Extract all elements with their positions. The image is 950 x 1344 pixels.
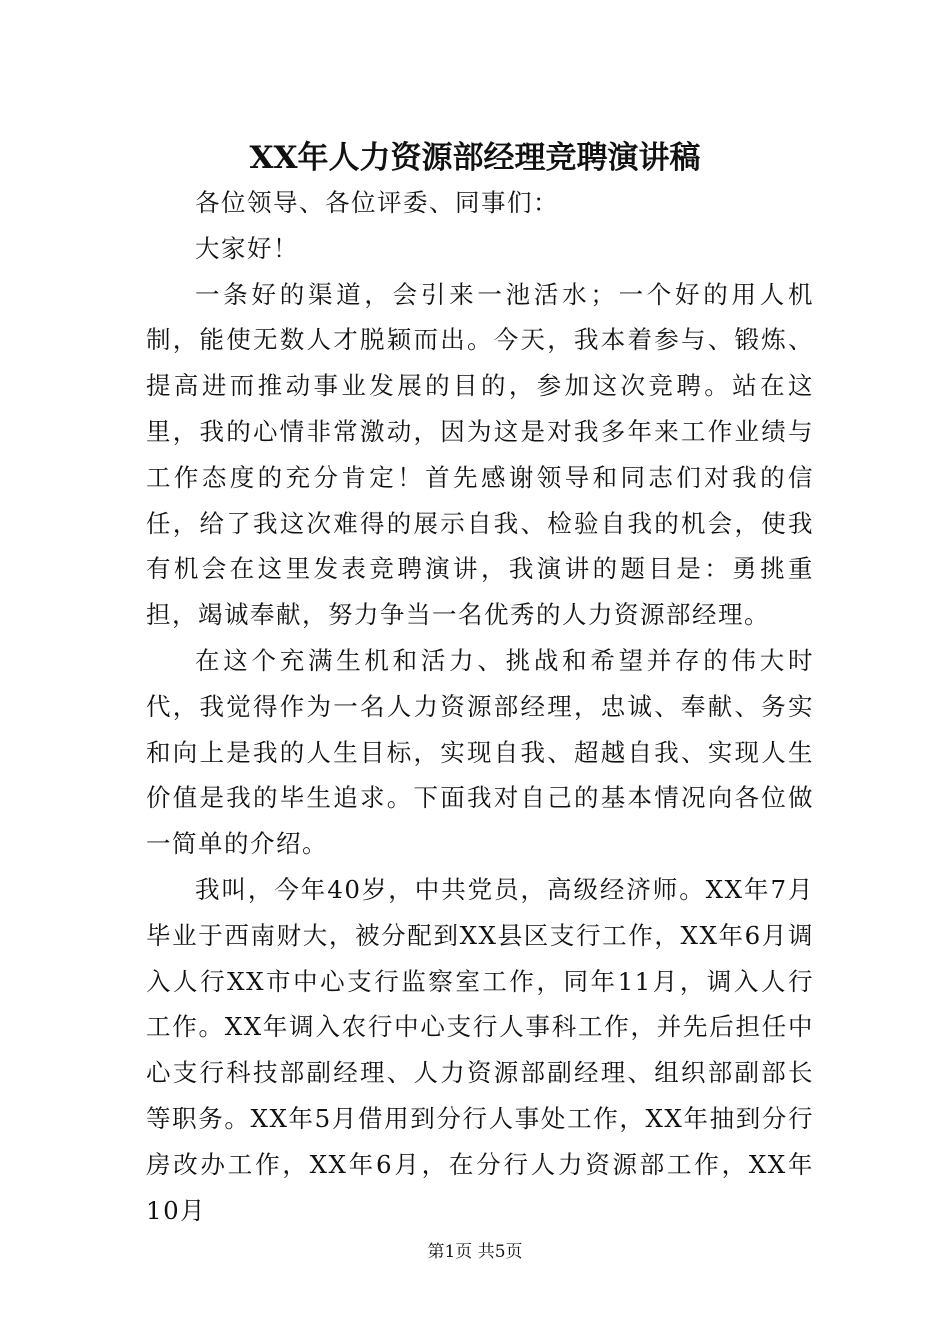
document-title: XX年人力资源部经理竞聘演讲稿 (249, 140, 701, 176)
paragraph-intro: 一条好的渠道，会引来一池活水；一个好的用人机制，能使无数人才脱颖而出。今天，我本着参与、锻炼、提高进而推动事业发展的目的，参加这次竞聘。站在这里，我的心情非常激动，因为这是对我多年来工作业绩与工作态度的充分肯定！首先感谢领导和同志们对我的信任，给了我这次难得的展示自我、检验自我的机会，使我有机会在这里发表竞聘演讲，我演讲的题目是：勇挑重担，竭诚奉献，努力争当一名优秀的人力资源部经理。 (146, 279, 814, 630)
greeting: 大家好！ (195, 233, 299, 263)
page-footer: 第1页 共5页 (427, 1242, 523, 1262)
document-body (146, 180, 814, 1233)
salutation: 各位领导、各位评委、同事们： (195, 188, 559, 217)
paragraph-goals: 在这个充满生机和活力、挑战和希望并存的伟大时代，我觉得作为一名人力资源部经理，忠诚、奉献、务实和向上是我的人生目标，实现自我、超越自我、实现人生价值是我的毕生追求。下面我对自己的基本情况向各位做一简单的介绍。 (146, 645, 814, 859)
paragraph-background: 我叫，今年40岁，中共党员，高级经济师。XX年7月毕业于西南财大，被分配到XX县区支行工作，XX年6月调入人行XX市中心支行监察室工作，同年11月，调入人行工作。XX年调入农行中心支行人事科工作，并先后担任中心支行科技部副经理、人力资源部副经理、组织部副部长等职务。XX年5月借用到分行人事处工作，XX年抽到分行房改办工作，XX年6月，在分行人力资源部工作，XX年10月 (146, 874, 814, 1225)
